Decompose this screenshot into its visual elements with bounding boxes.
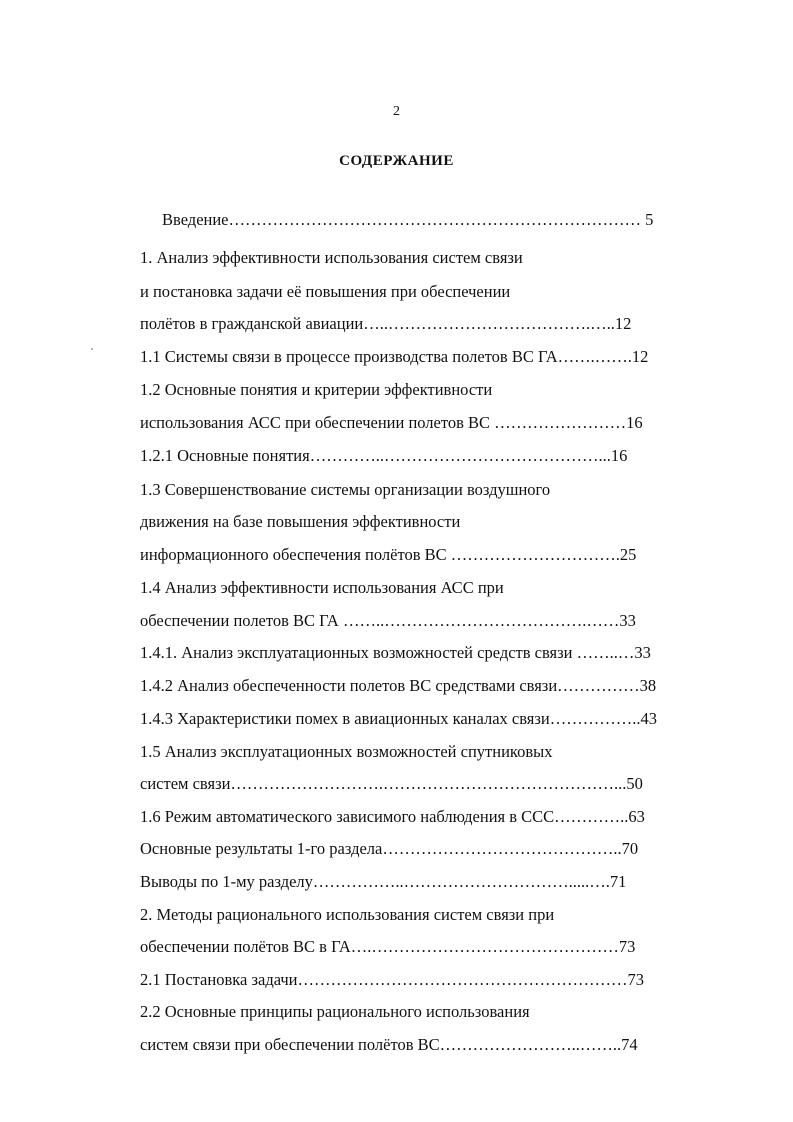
toc-entry: информационного обеспечения полётов ВС ………………………….25 — [140, 545, 637, 564]
toc-entry: 1.6 Режим автоматического зависимого наблюдения в ССС…………..63 — [140, 807, 645, 826]
page-title: СОДЕРЖАНИЕ — [339, 153, 454, 169]
toc-entry: 1.4.2 Анализ обеспеченности полетов ВС средствами связи……………38 — [140, 676, 657, 695]
toc-entry: 1. Анализ эффективности использования систем связи — [140, 248, 523, 267]
toc-entry: 1.3 Совершенствование системы организации воздушного — [140, 480, 551, 499]
toc-entry: 2.2 Основные принципы рационального использования — [140, 1002, 530, 1021]
toc-entry: обеспечении полетов ВС ГА ……..……………………………….……33 — [140, 611, 636, 630]
toc-entry: полётов в гражданской авиации…..……………………………….…..12 — [140, 314, 632, 333]
toc-entry: 2. Методы рационального использования систем связи при — [140, 905, 555, 924]
toc-entry: обеспечении полётов ВС в ГА….………………………………………73 — [140, 937, 636, 956]
toc-entry: Выводы по 1-му разделу……………..………………………….....….71 — [140, 872, 627, 891]
toc-entry: Основные результаты 1-го раздела……………………………………..70 — [140, 839, 639, 858]
toc-entry: 1.4 Анализ эффективности использования АСС при — [140, 578, 504, 597]
toc-entry: систем связи……………………….……………………………………...50 — [140, 774, 643, 793]
toc-entry: 1.1 Системы связи в процессе производства полетов ВС ГА…….…….12 — [140, 347, 649, 366]
toc-entry: использования АСС при обеспечении полетов ВС ……………………16 — [140, 413, 643, 432]
toc-entry: 1.4.3 Характеристики помех в авиационных каналах связи……………..43 — [140, 709, 657, 728]
toc-entry: 1.2 Основные понятия и критерии эффективности — [140, 380, 493, 399]
toc-entry: 1.2.1 Основные понятия…………..…………………………………...16 — [140, 446, 628, 465]
toc-entry: движения на базе повышения эффективности — [140, 512, 461, 531]
toc-entry: и постановка задачи её повышения при обеспечении — [140, 282, 511, 301]
toc-entry: 1.4.1. Анализ эксплуатационных возможностей средств связи ……..…33 — [140, 643, 651, 662]
toc-entry: систем связи при обеспечении полётов ВС……………………..……..74 — [140, 1035, 638, 1054]
toc-entry: 2.1 Постановка задачи……………………………………………………73 — [140, 970, 644, 989]
page-number: 2 — [393, 104, 400, 119]
toc-entry-introduction: Введение………………………………………………………………… 5 — [162, 210, 654, 229]
toc-entry: 1.5 Анализ эксплуатационных возможностей спутниковых — [140, 742, 553, 761]
scan-speck — [91, 348, 93, 350]
